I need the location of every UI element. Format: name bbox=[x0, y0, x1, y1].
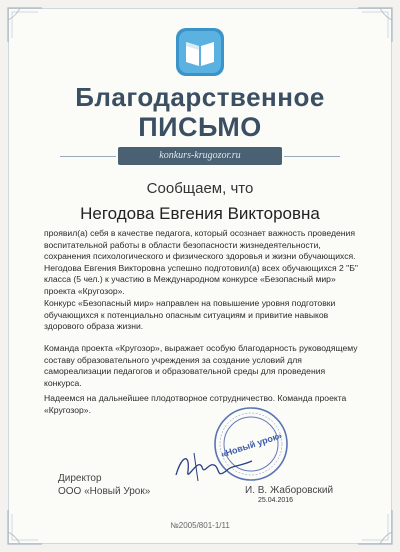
body-paragraph-2: Конкурс «Безопасный мир» направлен на повышение уровня подготовки обучающихся к потенциально опасным ситуациям и привитие навыков здорового образа жизни. bbox=[44, 298, 336, 332]
corner-ornament-icon bbox=[6, 6, 44, 44]
body-paragraph-1: проявил(а) себя в качестве педагога, который осознает важность проведения воспитательной работы в области безопасности жизнедеятельности, сохранения психологического и физического здоровья и жизни обучающихся. Негодова Евгения Викторовна успешно подготовил(а) всех обучающихся 2 "Б" класса (5 чел.) к участию в Международном конкурсе «Безопасный мир» проекта «Кругозор». bbox=[44, 228, 358, 296]
banner-divider-right bbox=[284, 156, 340, 157]
signatory-org: ООО «Новый Урок» bbox=[58, 486, 151, 497]
stamp-text: «Новый урок» bbox=[219, 430, 284, 460]
document-number: №2005/801-1/11 bbox=[170, 521, 230, 530]
signatory-role: Директор bbox=[58, 473, 102, 484]
certificate-title-line2: ПИСЬМО bbox=[138, 112, 262, 142]
signatory-block bbox=[58, 472, 150, 498]
issue-date: 25.04.2016 bbox=[258, 497, 294, 504]
recipient-name: Негодова Евгения Викторовна bbox=[80, 204, 320, 223]
open-book-logo-icon bbox=[174, 26, 226, 78]
body-paragraph-4: Надеемся на дальнейшее плодотворное сотрудничество. Команда проекта «Кругозор». bbox=[44, 393, 347, 415]
website-banner: konkurs-krugozor.ru bbox=[118, 147, 282, 165]
corner-ornament-icon bbox=[356, 6, 394, 44]
certificate-title-line1: Благодарственное bbox=[75, 82, 325, 112]
body-paragraph-3: Команда проекта «Кругозор», выражает особую благодарность руководящему составу образовательного учреждения за создание условий для самореализации педагогов и образовательной среды для проведения конкурса. bbox=[44, 343, 358, 388]
banner-divider-left bbox=[60, 156, 116, 157]
signatory-name: И. В. Жаборовский bbox=[245, 485, 334, 496]
signature-icon bbox=[168, 445, 258, 490]
inform-text: Сообщаем, что bbox=[146, 180, 254, 197]
